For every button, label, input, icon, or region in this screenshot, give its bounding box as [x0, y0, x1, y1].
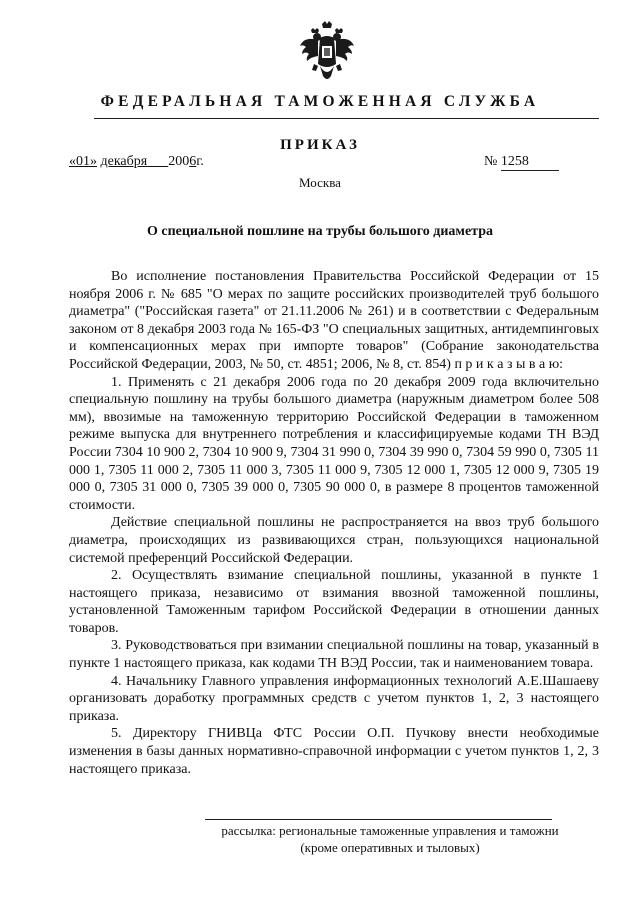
paragraph-item-4: 4. Начальнику Главного управления информационных технологий А.Е.Шашаеву организовать доработку программных средств с учетом пунктов 1, 2, 3 настоящего приказа.	[69, 673, 599, 724]
paragraph-preamble: Во исполнение постановления Правительства Российской Федерации от 15 ноября 2006 г. № 685 "О мерах по защите российских производителей труб большого диаметра" ("Российская газета" от 21.11.2006 № 261) и в соответствии с Федеральным законом от 8 декабря 2003 года № 165-ФЗ "О специальных защитных, антидемпинговых и компенсационных мерах при импорте товаров" (Собрание законодательства Российской Федерации, 2003, № 50, ст. 4851; 2006, № 8, ст. 854) п р и к а з ы в а ю:	[69, 269, 599, 372]
date-unit: г.	[196, 154, 204, 169]
document-type: ПРИКАЗ	[280, 137, 360, 153]
date-day: 01	[76, 154, 90, 169]
date-year-suffix: 6	[189, 154, 197, 169]
paragraph-item-5: 5. Директору ГНИВЦа ФТС России О.П. Пучкову внести необходимые изменения в базы данных нормативно-справочной информации с учетом пунктов 1, 2, 3 настоящего приказа.	[69, 726, 599, 777]
agency-name: ФЕДЕРАЛЬНАЯ ТАМОЖЕННАЯ СЛУЖБА	[100, 93, 540, 110]
header-divider	[94, 118, 599, 119]
paragraph-item-2: 2. Осуществлять взимание специальной пошлины, указанной в пункте 1 настоящего приказа, независимо от взимания ввозной таможенной пошлины, установленной Таможенным тарифом Российской Федерации в отношении данных товаров.	[69, 568, 599, 636]
date-month: декабря	[100, 154, 148, 169]
order-title: О специальной пошлине на трубы большого диаметра	[146, 224, 494, 239]
date-close-quote: »	[90, 154, 97, 169]
mailing-line-2: (кроме оперативных и тыловых)	[300, 840, 480, 855]
order-date	[69, 154, 204, 170]
date-year-prefix: 200	[168, 154, 190, 169]
order-body	[69, 268, 599, 778]
number-value: 1258	[501, 154, 559, 171]
number-label: №	[484, 154, 498, 169]
city: Москва	[299, 175, 341, 190]
double-headed-eagle-emblem-icon	[298, 20, 356, 86]
mailing-divider	[205, 819, 552, 820]
date-open-quote: «	[69, 154, 76, 169]
paragraph-item-3: 3. Руководствоваться при взимании специальной пошлины на товар, указанный в пункте 1 настоящего приказа, как кодами ТН ВЭД России, так и наименованием товара.	[69, 638, 599, 672]
paragraph-exception: Действие специальной пошлины не распространяется на ввоз труб большого диаметра, происходящих из развивающихся стран, пользующихся национальной системой преференций Российской Федерации.	[69, 515, 599, 566]
paragraph-item-1: 1. Применять с 21 декабря 2006 года по 20 декабря 2009 года включительно специальную пошлину на трубы большого диаметра (наружным диаметром более 508 мм), ввозимые на таможенную территорию Российской Федерации в таможенном режиме выпуска для внутреннего потребления и классифицируемые кодами ТН ВЭД России 7304 10 900 2, 7304 10 900 9, 7304 31 990 0, 7304 39 990 0, 7304 59 990 0, 7305 11 000 1, 7305 11 000 2, 7305 11 000 3, 7305 11 000 9, 7305 12 000 1, 7305 12 000 9, 7305 19 000 0, 7305 31 000 0, 7305 39 000 0, 7305 90 000 0, в размере 8 процентов таможенной стоимости.	[69, 374, 599, 513]
order-number	[484, 154, 559, 171]
mailing-line-1: рассылка: региональные таможенные управления и таможни	[221, 823, 559, 838]
mailing-list	[205, 822, 575, 856]
